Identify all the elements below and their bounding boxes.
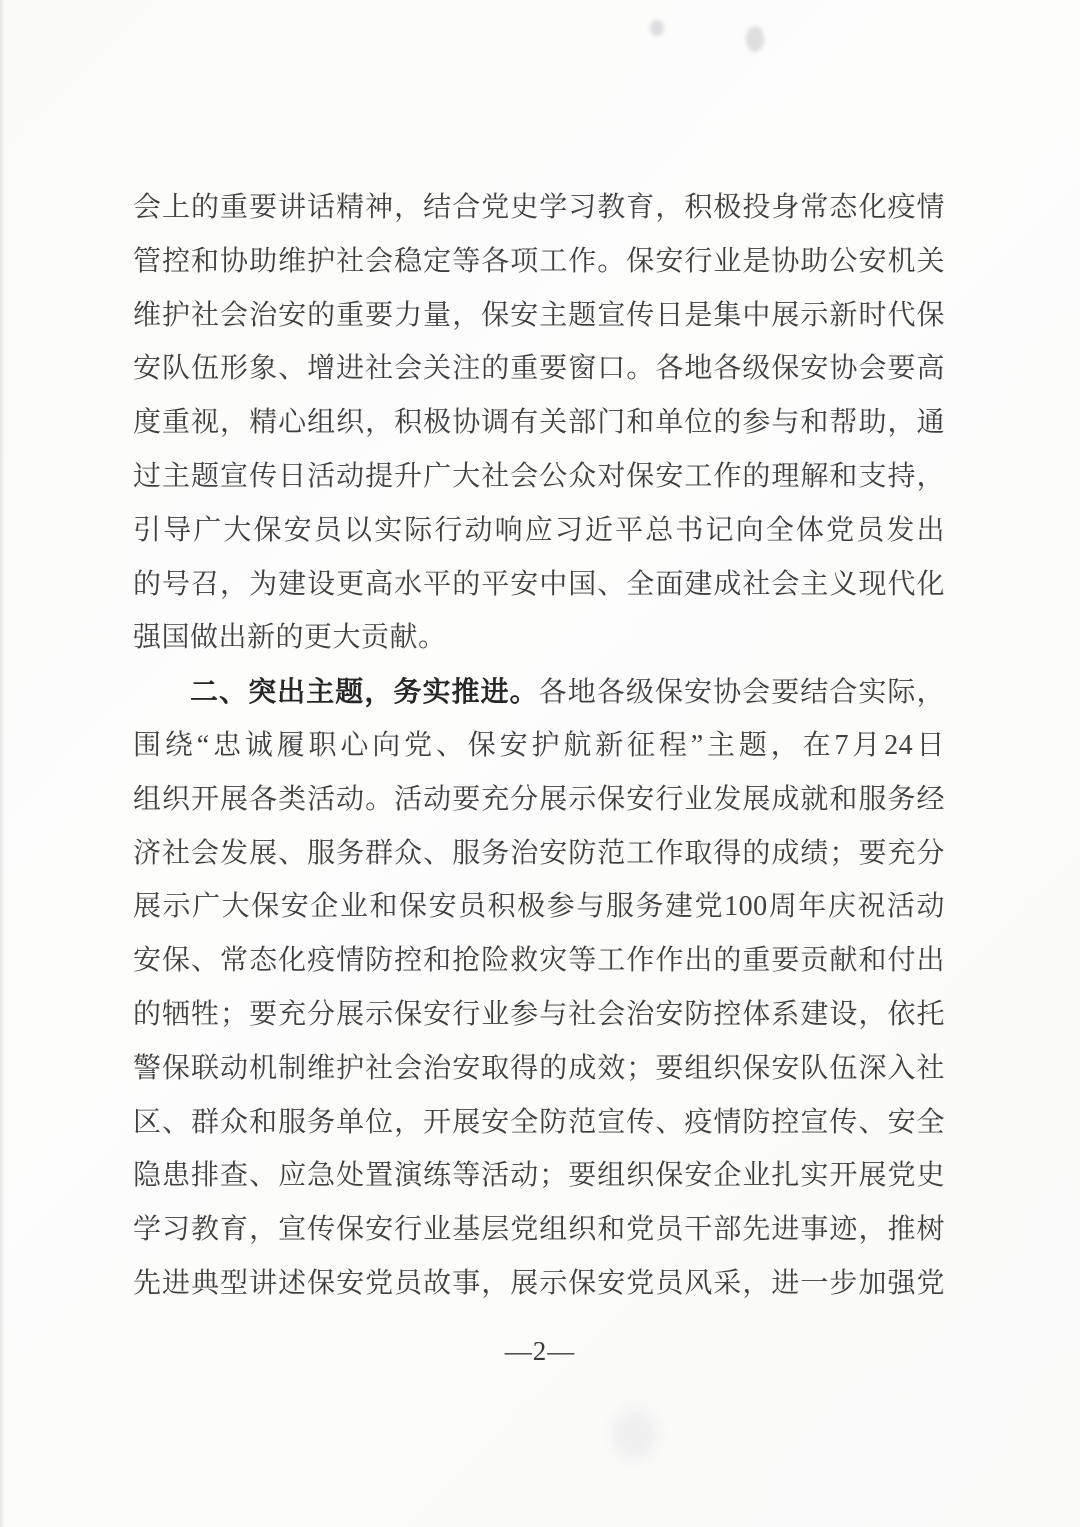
body-text-line: 强国做出新的更大贡献。 xyxy=(133,622,447,654)
body-text-line: 维护社会治安的重要力量，保安主题宣传日是集中展示新时代保 xyxy=(133,299,945,331)
body-text-line: 围绕“忠诚履职心向党、保安护航新征程”主题，在7月24日 xyxy=(133,729,945,761)
body-text-line: 先进典型讲述保安党员故事，展示保安党员风采，进一步加强党 xyxy=(133,1267,945,1299)
body-text-line: 组织开展各类活动。活动要充分展示保安行业发展成就和服务经 xyxy=(133,783,945,815)
body-text-line: 会上的重要讲话精神，结合党史学习教育，积极投身常态化疫情 xyxy=(133,192,945,223)
body-text-line: 隐患排查、应急处置演练等活动；要组织保安企业扎实开展党史 xyxy=(133,1160,945,1192)
section-heading-line xyxy=(133,665,945,719)
body-text: 各地各级保安协会要结合实际， xyxy=(538,677,945,709)
body-text-line: 安队伍形象、增进社会关注的重要窗口。各地各级保安协会要高 xyxy=(133,353,945,385)
body-text-line: 安保、常态化疫情防控和抢险救灾等工作作出的重要贡献和付出 xyxy=(133,945,945,977)
body-text-line: 济社会发展、服务群众、服务治安防范工作取得的成绩；要充分 xyxy=(133,837,945,869)
body-text-line: 的号召，为建设更高水平的平安中国、全面建成社会主义现代化 xyxy=(133,568,945,600)
body-text-line: 引导广大保安员以实际行动响应习近平总书记向全体党员发出 xyxy=(133,514,945,546)
scan-artifact xyxy=(746,26,764,52)
body-text-line: 区、群众和服务单位，开展安全防范宣传、疫情防控宣传、安全 xyxy=(133,1106,945,1138)
body-text-line: 警保联动机制维护社会治安取得的成效；要组织保安队伍深入社 xyxy=(133,1052,945,1084)
document-body xyxy=(133,181,945,1311)
page-number: —2— xyxy=(504,1336,576,1366)
body-text-line: 展示广大保安企业和保安员积极参与服务建党100周年庆祝活动 xyxy=(133,891,945,923)
body-text-line: 的牺牲；要充分展示保安行业参与社会治安防控体系建设，依托 xyxy=(133,998,945,1030)
body-text-line: 过主题宣传日活动提升广大社会公众对保安工作的理解和支持， xyxy=(133,460,945,492)
body-text-line: 学习教育，宣传保安行业基层党组织和党员干部先进事迹，推树 xyxy=(133,1214,945,1246)
section-heading: 二、突出主题，务实推进。 xyxy=(190,676,539,708)
scan-edge-shading xyxy=(0,0,5,1527)
scan-artifact xyxy=(650,20,664,36)
scan-artifact xyxy=(612,1408,658,1460)
body-text-line: 管控和协助维护社会稳定等各项工作。保安行业是协助公安机关 xyxy=(133,245,945,277)
body-text-line: 度重视，精心组织，积极协调有关部门和单位的参与和帮助，通 xyxy=(133,407,945,439)
